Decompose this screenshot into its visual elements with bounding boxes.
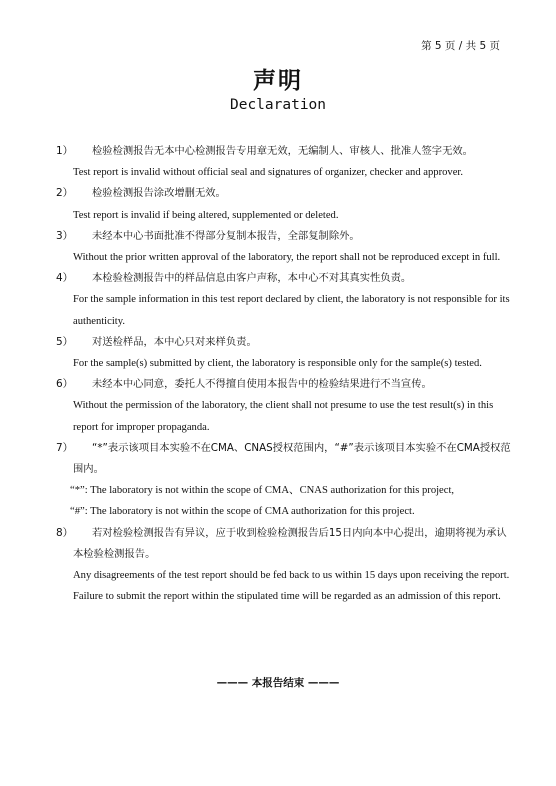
item-text-cn: 未经本中心书面批准不得部分复制本报告，全部复制除外。 — [92, 229, 360, 242]
item-text-cn: 检验检测报告涂改增删无效。 — [92, 187, 226, 200]
title-chinese: 声明 — [253, 68, 303, 94]
item-text-en: Without the permission of the laboratory, the client shall not presume to use the test result(s) in this report for improper propaganda. — [73, 400, 494, 433]
item-text-en: Test report is invalid without official seal and signatures of organizer, checker and approver. — [73, 167, 463, 179]
item-number: 6） — [56, 378, 74, 391]
item-text-en: For the sample information in this test report declared by client, the laboratory is not responsible for its authenticity. — [73, 294, 510, 327]
item-number: 1） — [56, 145, 74, 157]
declaration-item-5 — [0, 332, 556, 374]
item-number: 8） — [56, 526, 74, 539]
item-text-en-star: “*”: The laboratory is not within the scope of CMA、CNAS authorization for this project, — [70, 485, 455, 497]
declaration-list — [0, 141, 556, 607]
item-text-en: Without the prior written approval of the laboratory, the report shall not be reproduced except in full. — [73, 252, 501, 264]
item-text-en-hash: “#”: The laboratory is not within the scope of CMA authorization for this project. — [70, 506, 415, 518]
item-text-en: Test report is invalid if being altered, supplemented or deleted. — [73, 209, 339, 221]
declaration-item-1 — [0, 141, 556, 183]
declaration-item-8 — [0, 523, 556, 608]
declaration-item-4 — [0, 268, 556, 332]
item-text-cn: 检验检测报告无本中心检测报告专用章无效，无编制人、审核人、批准人签字无效。 — [92, 145, 473, 157]
item-number: 4） — [56, 272, 74, 285]
item-text-cn: 未经本中心同意，委托人不得擅自使用本报告中的检验结果进行不当宣传。 — [92, 378, 432, 391]
item-text-cn: “*”表示该项目本实验不在CMA、CNAS授权范围内，“#”表示该项目本实验不在CMA授权范围内。 — [73, 441, 511, 476]
item-text-en: Any disagreements of the test report should be fed back to us within 15 days upon receiving the report. Failure to submit the report within the stipulated time will be regarded as an admission of this report. — [73, 570, 510, 603]
end-of-report: ——— 本报告结束 ——— — [216, 677, 340, 689]
item-text-cn: 本检验检测报告中的样品信息由客户声称，本中心不对其真实性负责。 — [92, 272, 412, 285]
item-number: 5） — [56, 335, 74, 348]
item-text-en: For the sample(s) submitted by client, the laboratory is responsible only for the sample(s) tested. — [73, 358, 482, 370]
item-number: 2） — [56, 187, 74, 200]
page-number: 第 5 页 / 共 5 页 — [421, 40, 500, 52]
declaration-item-2 — [0, 183, 556, 225]
declaration-item-7 — [0, 438, 556, 523]
item-number: 7） — [56, 441, 74, 454]
item-number: 3） — [56, 229, 74, 242]
item-text-cn: 若对检验检测报告有异议，应于收到检验检测报告后15日内向本中心提出，逾期将视为承认本检验检测报告。 — [73, 526, 507, 560]
declaration-item-3 — [0, 226, 556, 268]
item-text-cn: 对送检样品，本中心只对来样负责。 — [92, 335, 257, 348]
declaration-item-6 — [0, 374, 556, 438]
title-english: Declaration — [229, 97, 327, 113]
